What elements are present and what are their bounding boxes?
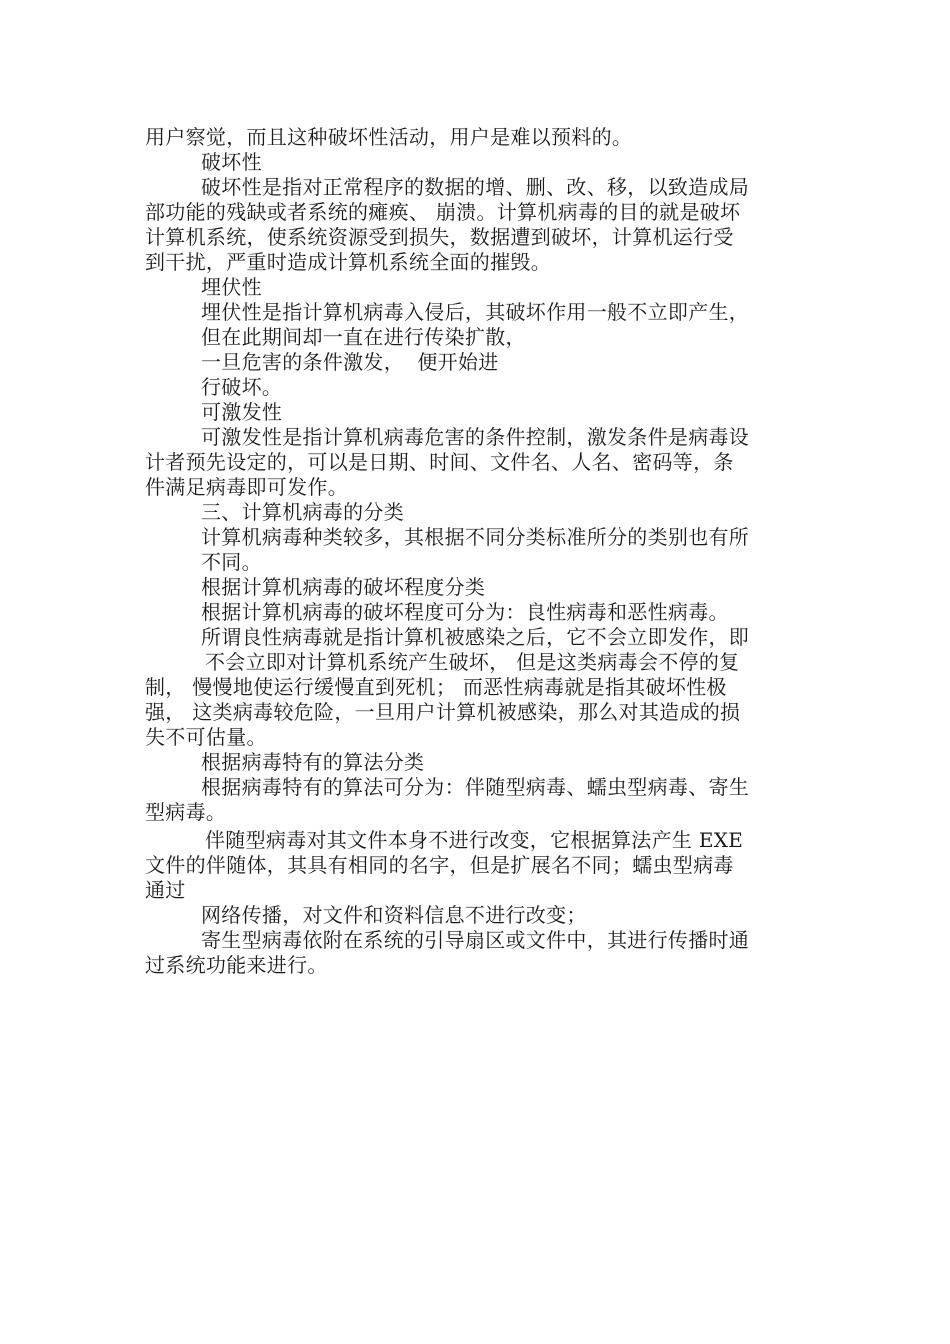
text-line: 伴随型病毒对其文件本身不进行改变，它根据算法产生 EXE [205, 828, 744, 852]
text-line: 可激发性是指计算机病毒危害的条件控制，激发条件是病毒设 [201, 425, 750, 449]
text-line: 到干扰，严重时造成计算机系统全面的摧毁。 [145, 250, 551, 274]
text-line: 网络传播，对文件和资料信息不进行改变； [201, 903, 587, 927]
text-line: 件满足病毒即可发作。 [145, 475, 348, 499]
text-line: 失不可估量。 [145, 725, 267, 749]
text-line: 破坏性是指对正常程序的数据的增、删、改、移，以致造成局 [201, 175, 750, 199]
section-heading: 根据病毒特有的算法分类 [201, 750, 425, 774]
text-line: 部功能的残缺或者系统的瘫痪、 崩溃。计算机病毒的目的就是破坏 [145, 200, 741, 224]
text-line: 制， 慢慢地使运行缓慢直到死机； 而恶性病毒就是指其破坏性极 [145, 675, 727, 699]
text-line: 型病毒。 [145, 800, 227, 824]
text-line: 一旦危害的条件激发， 便开始进 [201, 350, 499, 374]
section-heading: 三、计算机病毒的分类 [201, 500, 404, 524]
text-line: 用户察觉，而且这种破坏性活动，用户是难以预料的。 [145, 125, 633, 149]
text-line: 行破坏。 [201, 375, 283, 399]
section-heading: 埋伏性 [201, 275, 262, 299]
text-line: 通过 [145, 878, 186, 902]
text-line: 根据病毒特有的算法可分为：伴随型病毒、蠕虫型病毒、寄生 [201, 775, 750, 799]
text-line: 文件的伴随体，其具有相同的名字，但是扩展名不同；蠕虫型病毒 [145, 853, 734, 877]
text-line: 所谓良性病毒就是指计算机被感染之后，它不会立即发作，即 [201, 625, 750, 649]
section-heading: 破坏性 [201, 150, 262, 174]
text-line: 不同。 [201, 550, 262, 574]
text-line: 计算机病毒种类较多，其根据不同分类标准所分的类别也有所 [201, 525, 750, 549]
text-line: 埋伏性是指计算机病毒入侵后，其破坏作用一般不立即产生， [201, 300, 750, 324]
text-line: 计者预先设定的，可以是日期、时间、文件名、人名、密码等，条 [145, 450, 734, 474]
text-line: 过系统功能来进行。 [145, 953, 328, 977]
text-line: 计算机系统，使系统资源受到损失，数据遭到破坏，计算机运行受 [145, 225, 734, 249]
section-heading: 根据计算机病毒的破坏程度分类 [201, 575, 486, 599]
text-line: 强， 这类病毒较危险，一旦用户计算机被感染，那么对其造成的损 [145, 700, 741, 724]
text-line: 根据计算机病毒的破坏程度可分为：良性病毒和恶性病毒。 [201, 600, 729, 624]
text-line: 但在此期间却一直在进行传染扩散， [201, 325, 526, 349]
text-line: 不会立即对计算机系统产生破坏， 但是这类病毒会不停的复 [205, 650, 740, 674]
text-line: 寄生型病毒依附在系统的引导扇区或文件中，其进行传播时通 [201, 928, 750, 952]
section-heading: 可激发性 [201, 400, 283, 424]
